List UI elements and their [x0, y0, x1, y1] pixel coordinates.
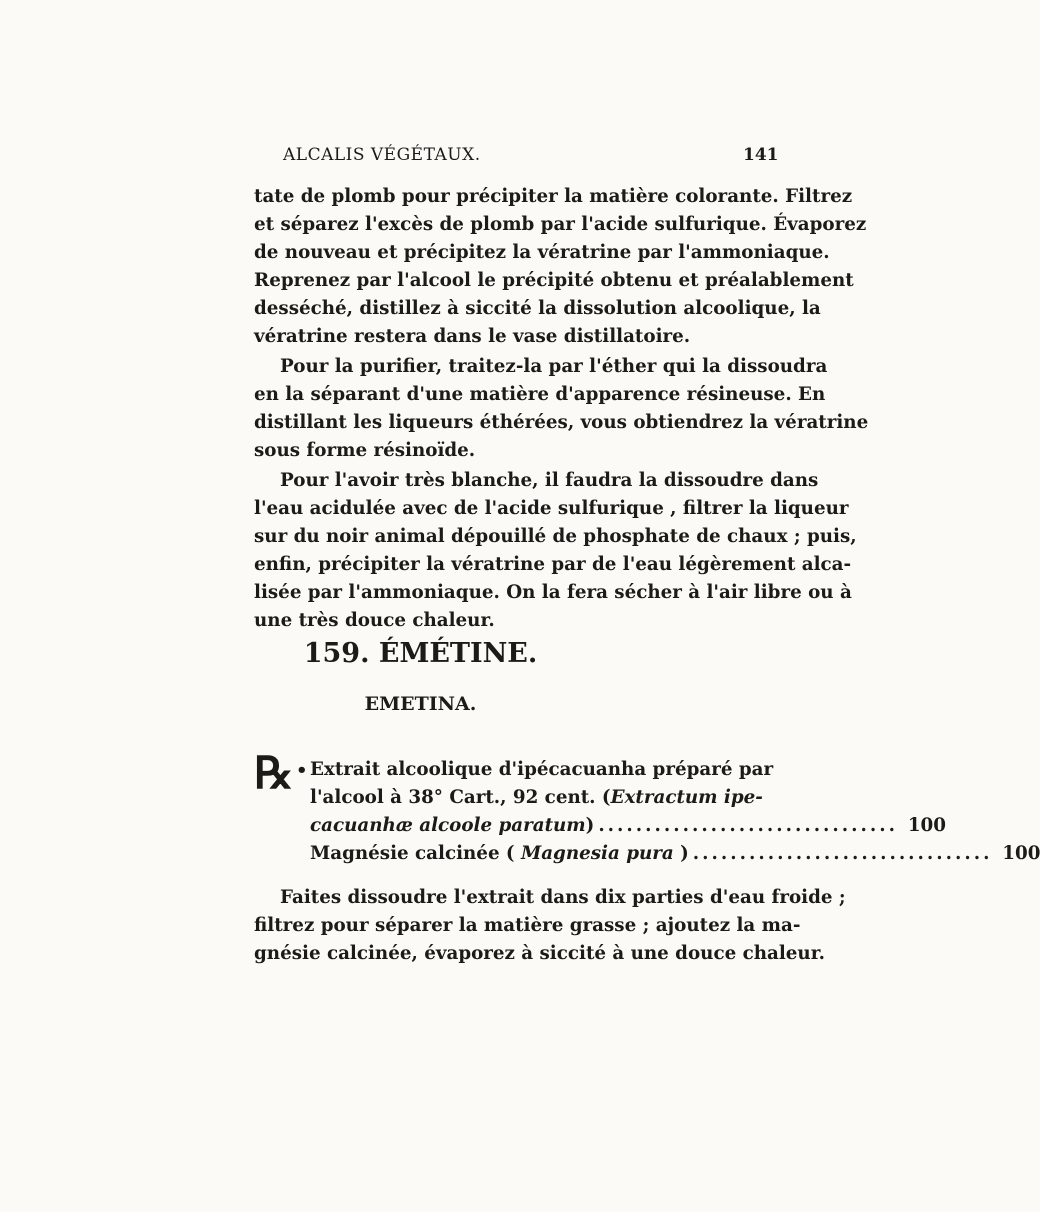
recipe-text: l'alcool à 38° Cart., 92 cent. (	[310, 787, 611, 808]
text-line: et séparez l'excès de plomb par l'acide sulfurique. Évaporez	[254, 214, 867, 235]
running-title: ALCALIS VÉGÉTAUX.	[283, 145, 481, 165]
section-subtitle: EMETINA.	[364, 693, 477, 715]
recipe-text: Magnésie calcinée (	[310, 843, 515, 864]
running-head	[0, 145, 801, 171]
paragraph-emetine-preparation	[254, 884, 846, 968]
recipe-bullet: •	[296, 760, 308, 781]
text-line: une très douce chaleur.	[254, 610, 495, 631]
text-line: l'eau acidulée avec de l'acide sulfurique , filtrer la liqueur	[254, 498, 849, 519]
recipe-text: )	[585, 815, 595, 836]
recipe-block	[310, 756, 1040, 868]
recipe-line	[310, 784, 763, 812]
text-line: vératrine restera dans le vase distillatoire.	[254, 326, 691, 347]
recipe-latin-name: Extractum ipe-	[610, 787, 763, 808]
recipe-ingredient-extract	[310, 812, 946, 840]
leader-dots: ................................	[598, 815, 898, 836]
paragraph-veratrine-purification	[254, 353, 869, 465]
recipe-ingredient-magnesia	[310, 840, 1040, 868]
text-line: Pour la purifier, traitez-la par l'éther qui la dissoudra	[280, 356, 828, 377]
text-line: sous forme résinoïde.	[254, 440, 476, 461]
ingredient-quantity: 100	[907, 815, 946, 836]
text-line: Faites dissoudre l'extrait dans dix parties d'eau froide ;	[280, 887, 846, 908]
text-line: en la séparant d'une matière d'apparence résineuse. En	[254, 384, 826, 405]
page-number: 141	[743, 145, 779, 165]
text-line: distillant les liqueurs éthérées, vous obtiendrez la vératrine	[254, 412, 869, 433]
ingredient-label	[310, 812, 594, 840]
text-line: filtrez pour séparer la matière grasse ; ajoutez la ma-	[254, 915, 801, 936]
text-line: de nouveau et précipitez la vératrine par l'ammoniaque.	[254, 242, 830, 263]
text-line: Reprenez par l'alcool le précipité obtenu et préalablement	[254, 270, 854, 291]
paragraph-veratrine-whitening	[254, 467, 857, 635]
recipe-latin-name: Magnesia pura	[520, 843, 674, 864]
text-line: Pour l'avoir très blanche, il faudra la dissoudre dans	[280, 470, 819, 491]
recipe-symbol: ℞	[254, 748, 294, 799]
text-line: tate de plomb pour précipiter la matière colorante. Filtrez	[254, 186, 853, 207]
text-line: gnésie calcinée, évaporez à siccité à une douce chaleur.	[254, 943, 826, 964]
ingredient-quantity: 100	[1002, 843, 1040, 864]
ingredient-label	[310, 840, 689, 868]
recipe-line: Extrait alcoolique d'ipécacuanha préparé par	[310, 759, 774, 780]
section-title: 159. ÉMÉTINE.	[303, 638, 538, 669]
leader-dots: ................................	[692, 843, 993, 864]
text-line: desséché, distillez à siccité la dissolution alcoolique, la	[254, 298, 821, 319]
paragraph-veratrine-precipitation	[254, 183, 867, 351]
text-line: lisée par l'ammoniaque. On la fera sécher à l'air libre ou à	[254, 582, 852, 603]
text-line: sur du noir animal dépouillé de phosphate de chaux ; puis,	[254, 526, 857, 547]
text-line: enfin, précipiter la vératrine par de l'eau légèrement alca-	[254, 554, 852, 575]
recipe-latin-name: cacuanhæ alcoole paratum	[310, 815, 586, 836]
recipe-text: )	[680, 843, 689, 864]
